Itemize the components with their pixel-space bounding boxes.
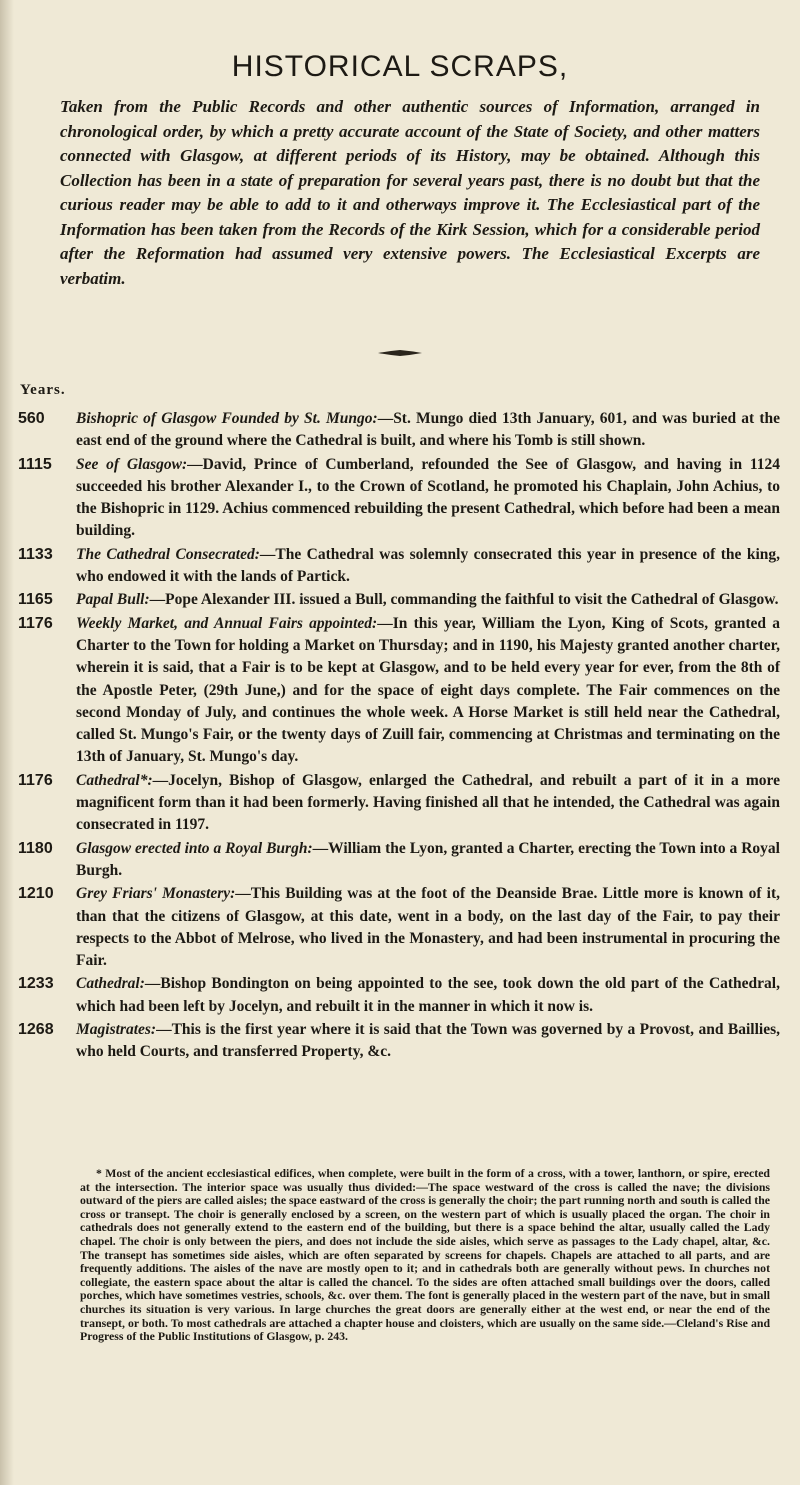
entry-body (76, 408, 780, 453)
entry-year: 1233 (18, 975, 54, 993)
entry-text: —St. Mungo died 13th January, 601, and was buried at the east end of the ground where the Cathedral is built, and where his Tomb is still shown. (76, 410, 781, 450)
list-item (18, 973, 780, 1018)
entry-year: 1165 (18, 591, 53, 609)
footnote: * Most of the ancient ecclesiastical edifices, when complete, were built in the form of a cross, with a tower, lanthorn, or spire, erected at the intersection. The interior space was usually thus divided:—The space westward of the cross is called the nave; the divisions outward of the piers are called aisles; the space eastward of the cross is generally the choir; the part running north and south is called the cross or transept. The choir is generally enclosed by a screen, on the western part of which is usually placed the organ. The choir in cathedrals does not generally extend to the eastern end of the building, but there is a space behind the altar, usually called the Lady chapel. The choir is only between the piers, and does not include the side aisles, which serve as passages to the Lady chapel, altar, &c. The transept has sometimes side aisles, which are often separated by screens for chapels. Chapels are attached to all parts, and are frequently additions. The aisles of the nave are mostly open to it; and in cathedrals both are generally without pews. In churches not collegiate, the eastern space about the altar is called the chancel. To the sides are often attached small buildings over the doors, called porches, which have sometimes vestries, schools, &c. over them. The font is generally placed in the western part of the nave, but in small churches its situation is very various. In large churches the great doors are generally either at the west end, or near the end of the transept, or both. To most cathedrals are attached a chapter house and cloisters, which are usually on the same side.—Cleland's Rise and Progress of the Public Institutions of Glasgow, p. 243. (80, 1166, 770, 1344)
entry-body (76, 770, 780, 837)
intro-paragraph: Taken from the Public Records and other authentic sources of Information, arranged in chronological order, by which a pretty accurate account of the State of Society, and other matters connected with Glasgow, at different periods of its History, may be obtained. Although this Collection has been in a state of preparation for several years past, there is no doubt but that the curious reader may be able to add to it and otherways improve it. The Ecclesiastical part of the Information has been taken from the Records of the Kirk Session, which for a considerable period after the Reformation had assumed very extensive powers. The Ecclesiastical Excerpts are verbatim. (60, 97, 760, 288)
entry-text: —Bishop Bondington on being appointed to the see, took down the old part of the Cathedral, which had been left by Jocelyn, and rebuilt it in the manner in which it now is. (76, 975, 780, 1015)
list-item (18, 838, 780, 883)
entry-year: 1176 (18, 614, 53, 632)
entry-text: —This Building was at the foot of the Deanside Brae. Little more is known of it, than that the citizens of Glasgow, at this date, went in a body, on the last day of the Fair, to pay their respects to the Abbot of Melrose, who lived in the Monastery, and had been instrumental in procuring the Fair. (76, 885, 780, 970)
list-item (18, 589, 780, 611)
page-title: HISTORICAL SCRAPS, (231, 50, 569, 83)
entry-body (76, 973, 780, 1018)
entry-year: 1268 (18, 1021, 54, 1039)
entry-body (76, 544, 780, 589)
entry-heading: Grey Friars' Monastery: (76, 885, 236, 903)
entry-year: 1176 (18, 771, 53, 789)
entry-year: 1210 (18, 885, 54, 903)
entry-text: —Pope Alexander III. issued a Bull, commanding the faithful to visit the Cathedral of Glasgow. (149, 591, 779, 609)
entry-year: 560 (18, 410, 45, 427)
entry-heading: Weekly Market, and Annual Fairs appointed: (76, 614, 378, 632)
divider-ornament (378, 350, 422, 356)
entry-body (76, 1019, 780, 1064)
entry-year: 1133 (18, 545, 53, 563)
list-item (18, 883, 780, 972)
entry-year: 1115 (18, 455, 52, 473)
entry-heading: Papal Bull: (76, 591, 150, 609)
entry-body (76, 883, 780, 972)
entry-text: —Jocelyn, Bishop of Glasgow, enlarged the Cathedral, and rebuilt a part of it in a more magnificent form than it had been formerly. Having finished all that he intended, the Cathedral was again consecrated in 1197. (76, 771, 780, 834)
entry-heading: Glasgow erected into a Royal Burgh: (76, 839, 313, 857)
entries-list (18, 408, 780, 1065)
entry-heading: See of Glasgow: (76, 455, 188, 473)
entry-text: —This is the first year where it is said that the Town was governed by a Provost, and Baillies, who held Courts, and transferred Property, &c. (76, 1021, 780, 1061)
list-item (18, 544, 780, 589)
entry-body (76, 454, 780, 543)
list-item (18, 408, 780, 453)
list-item (18, 613, 780, 769)
list-item (18, 770, 780, 837)
entry-heading: Magistrates: (76, 1021, 157, 1039)
entry-heading: Bishopric of Glasgow Founded by St. Mungo: (76, 410, 378, 427)
entry-text: —In this year, William the Lyon, King of Scots, granted a Charter to the Town for holding a Market on Thursday; and in 1190, his Majesty granted another charter, wherein it is said, that a Fair is to be kept at Glasgow, and to be held every year for ever, from the 8th of the Apostle Peter, (29th June,) and for the space of eight days complete. The Fair commences on the second Monday of July, and continues the whole week. A Horse Market is still held near the Cathedral, called St. Mungo's Fair, or the twenty days of Zuill fair, commencing at Christmas and terminating on the 13th of January, St. Mungo's day. (76, 614, 780, 766)
entry-text: —David, Prince of Cumberland, refounded the See of Glasgow, and having in 1124 succeeded his brother Alexander I., to the Crown of Scotland, he promoted his Chaplain, John Achius, to the Bishopric in 1129. Achius commenced rebuilding the present Cathedral, which before had been a mean building. (76, 455, 781, 540)
entry-body (76, 838, 780, 883)
entry-text: —The Cathedral was solemnly consecrated this year in presence of the king, who endowed it with the lands of Partick. (76, 545, 780, 586)
list-item (18, 454, 780, 543)
page-edge-shadow (0, 0, 14, 1485)
entry-year: 1180 (18, 839, 53, 857)
entry-text: —William the Lyon, granted a Charter, erecting the Town into a Royal Burgh. (76, 839, 780, 879)
entry-heading: Cathedral*: (76, 771, 153, 789)
list-item (18, 1019, 780, 1064)
entry-body (76, 589, 780, 611)
years-column-header: Years. (20, 382, 66, 398)
entry-heading: The Cathedral Consecrated: (76, 545, 260, 563)
entry-body (76, 613, 780, 769)
entry-heading: Cathedral: (76, 975, 145, 993)
